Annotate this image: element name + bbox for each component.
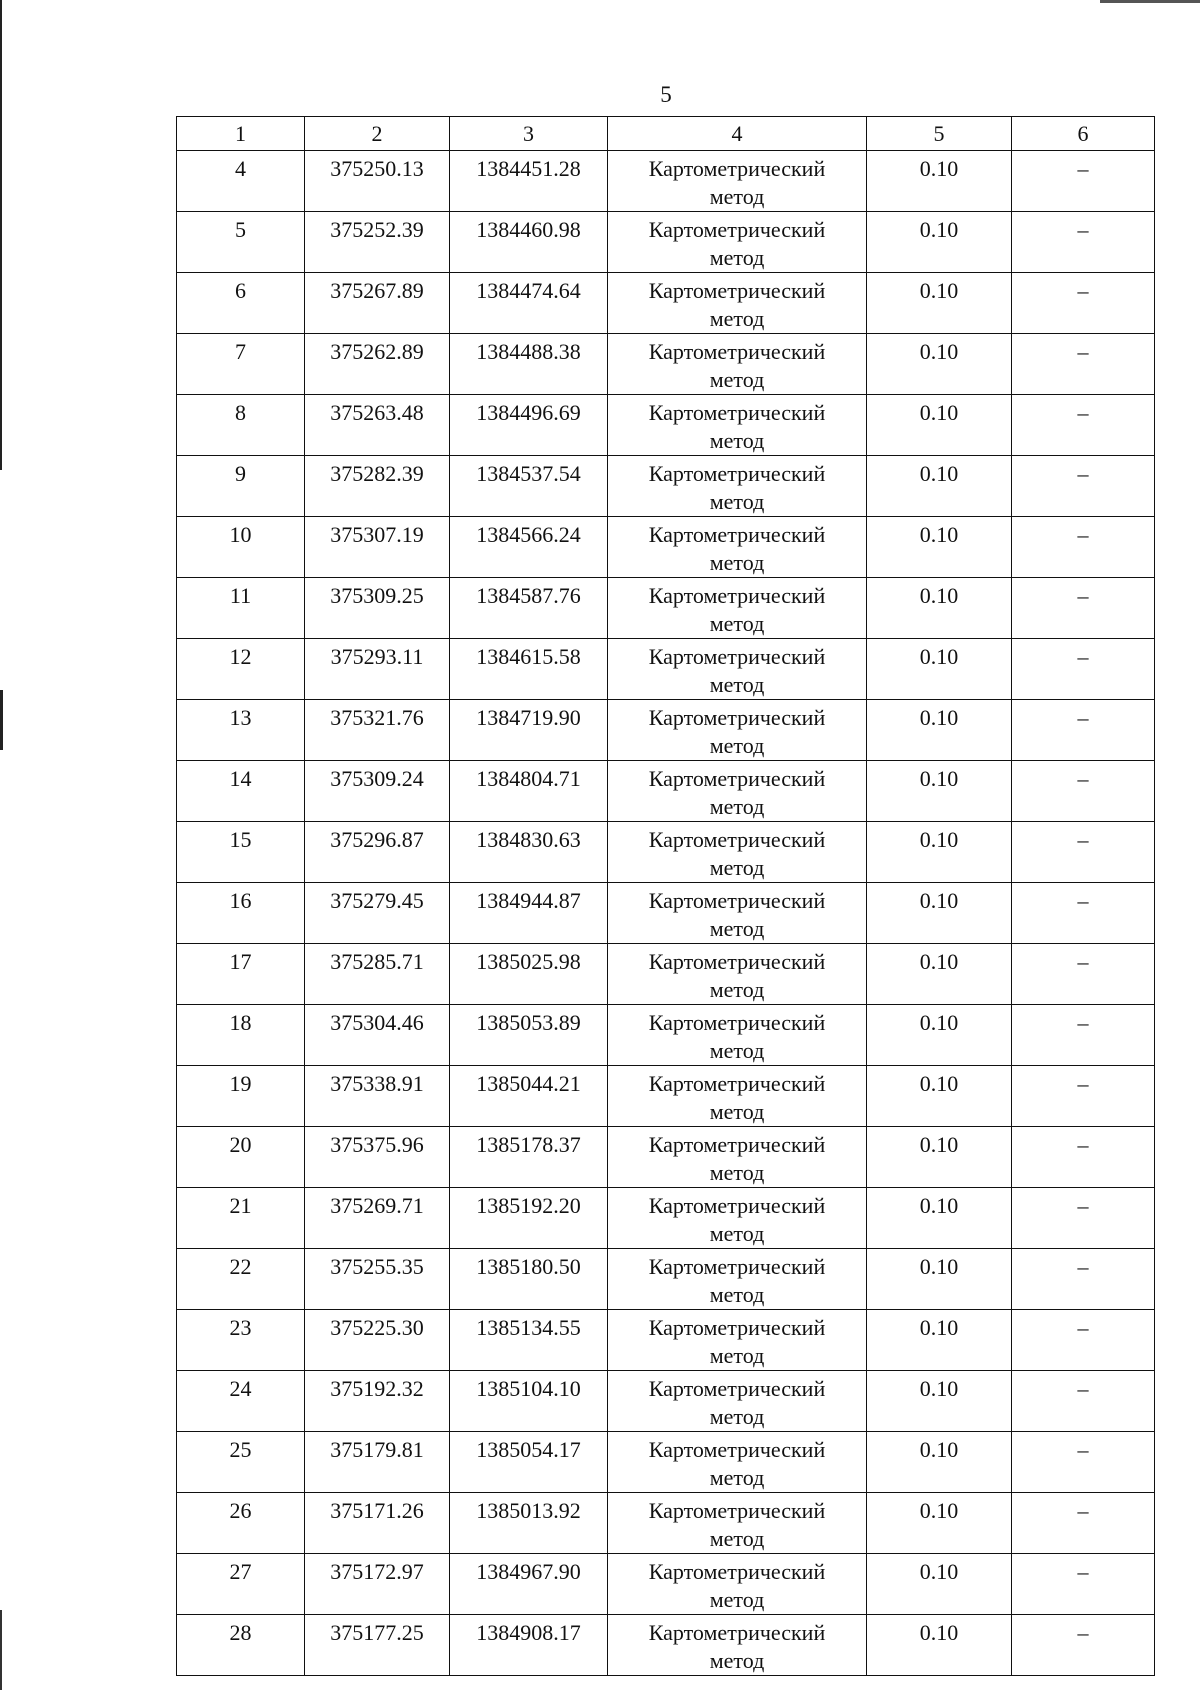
method-line-2: метод [709,428,765,453]
point-number-cell: 21 [177,1188,305,1249]
point-number-cell: 7 [177,334,305,395]
table-row [177,1432,1155,1493]
point-number-cell: 19 [177,1066,305,1127]
point-number-cell: 12 [177,639,305,700]
column-header: 1 [177,117,305,151]
method-line-1: Картометрический [648,1498,826,1523]
method-line-2: метод [709,306,765,331]
note-cell: – [1012,822,1155,883]
note-cell: – [1012,517,1155,578]
note-cell: – [1012,334,1155,395]
method-line-2: метод [709,1465,765,1490]
table-row [177,1005,1155,1066]
method-line-2: метод [709,1526,765,1551]
table-row [177,395,1155,456]
accuracy-cell: 0.10 [867,883,1012,944]
method-cell [608,1371,867,1432]
point-number-cell: 26 [177,1493,305,1554]
method-line-1: Картометрический [648,1254,826,1279]
note-cell: – [1012,1432,1155,1493]
method-cell [608,1432,867,1493]
accuracy-cell: 0.10 [867,1249,1012,1310]
method-line-2: метод [709,733,765,758]
method-cell [608,578,867,639]
method-cell [608,212,867,273]
method-line-1: Картометрический [648,1620,826,1645]
method-line-2: метод [709,1587,765,1612]
scan-edge-mark [1100,0,1200,3]
table-body [177,151,1155,1676]
y-coordinate-cell: 1385013.92 [450,1493,608,1554]
accuracy-cell: 0.10 [867,395,1012,456]
x-coordinate-cell: 375250.13 [305,151,450,212]
y-coordinate-cell: 1385180.50 [450,1249,608,1310]
point-number-cell: 18 [177,1005,305,1066]
accuracy-cell: 0.10 [867,273,1012,334]
x-coordinate-cell: 375282.39 [305,456,450,517]
method-line-1: Картометрический [648,522,826,547]
method-line-1: Картометрический [648,1132,826,1157]
method-line-1: Картометрический [648,766,826,791]
x-coordinate-cell: 375192.32 [305,1371,450,1432]
method-cell [608,1615,867,1676]
column-header: 5 [867,117,1012,151]
y-coordinate-cell: 1384537.54 [450,456,608,517]
note-cell: – [1012,1188,1155,1249]
accuracy-cell: 0.10 [867,1310,1012,1371]
point-number-cell: 27 [177,1554,305,1615]
point-number-cell: 10 [177,517,305,578]
method-line-1: Картометрический [648,217,826,242]
y-coordinate-cell: 1384719.90 [450,700,608,761]
note-cell: – [1012,883,1155,944]
y-coordinate-cell: 1385044.21 [450,1066,608,1127]
table-row [177,1371,1155,1432]
y-coordinate-cell: 1384488.38 [450,334,608,395]
point-number-cell: 9 [177,456,305,517]
point-number-cell: 25 [177,1432,305,1493]
table-row [177,700,1155,761]
point-number-cell: 15 [177,822,305,883]
accuracy-cell: 0.10 [867,334,1012,395]
method-cell [608,1066,867,1127]
method-line-2: метод [709,245,765,270]
method-line-2: метод [709,794,765,819]
method-line-1: Картометрический [648,156,826,181]
x-coordinate-cell: 375262.89 [305,334,450,395]
x-coordinate-cell: 375179.81 [305,1432,450,1493]
note-cell: – [1012,944,1155,1005]
table-row [177,334,1155,395]
x-coordinate-cell: 375267.89 [305,273,450,334]
method-line-2: метод [709,1282,765,1307]
x-coordinate-cell: 375375.96 [305,1127,450,1188]
accuracy-cell: 0.10 [867,212,1012,273]
method-cell [608,517,867,578]
note-cell: – [1012,273,1155,334]
method-line-1: Картометрический [648,827,826,852]
method-cell [608,395,867,456]
scan-edge-mark [0,690,3,750]
accuracy-cell: 0.10 [867,1127,1012,1188]
method-line-1: Картометрический [648,1315,826,1340]
x-coordinate-cell: 375309.24 [305,761,450,822]
x-coordinate-cell: 375293.11 [305,639,450,700]
accuracy-cell: 0.10 [867,1615,1012,1676]
y-coordinate-cell: 1385053.89 [450,1005,608,1066]
y-coordinate-cell: 1385104.10 [450,1371,608,1432]
x-coordinate-cell: 375225.30 [305,1310,450,1371]
column-header: 2 [305,117,450,151]
method-cell [608,1249,867,1310]
method-line-2: метод [709,916,765,941]
x-coordinate-cell: 375309.25 [305,578,450,639]
y-coordinate-cell: 1385025.98 [450,944,608,1005]
x-coordinate-cell: 375296.87 [305,822,450,883]
note-cell: – [1012,761,1155,822]
table-row [177,1249,1155,1310]
accuracy-cell: 0.10 [867,1493,1012,1554]
scan-edge-mark [0,0,2,470]
point-number-cell: 14 [177,761,305,822]
accuracy-cell: 0.10 [867,1432,1012,1493]
accuracy-cell: 0.10 [867,1005,1012,1066]
page-number: 5 [660,82,672,107]
coordinates-table [176,116,1155,1676]
method-cell [608,1554,867,1615]
note-cell: – [1012,639,1155,700]
method-cell [608,700,867,761]
table-row [177,212,1155,273]
table-row [177,944,1155,1005]
note-cell: – [1012,1249,1155,1310]
method-line-2: метод [709,1404,765,1429]
accuracy-cell: 0.10 [867,151,1012,212]
table-header [177,117,1155,151]
method-line-1: Картометрический [648,1071,826,1096]
method-line-2: метод [709,1343,765,1368]
method-cell [608,761,867,822]
method-line-2: метод [709,611,765,636]
note-cell: – [1012,1066,1155,1127]
scan-edge-mark [0,1610,2,1690]
y-coordinate-cell: 1385054.17 [450,1432,608,1493]
method-cell [608,456,867,517]
table-row [177,1310,1155,1371]
point-number-cell: 11 [177,578,305,639]
accuracy-cell: 0.10 [867,578,1012,639]
column-header: 4 [608,117,867,151]
method-line-2: метод [709,1038,765,1063]
method-line-1: Картометрический [648,278,826,303]
method-line-1: Картометрический [648,949,826,974]
point-number-cell: 5 [177,212,305,273]
x-coordinate-cell: 375252.39 [305,212,450,273]
accuracy-cell: 0.10 [867,517,1012,578]
y-coordinate-cell: 1384615.58 [450,639,608,700]
table-row [177,1066,1155,1127]
point-number-cell: 13 [177,700,305,761]
accuracy-cell: 0.10 [867,1371,1012,1432]
method-line-2: метод [709,550,765,575]
x-coordinate-cell: 375263.48 [305,395,450,456]
note-cell: – [1012,1371,1155,1432]
accuracy-cell: 0.10 [867,822,1012,883]
method-cell [608,273,867,334]
x-coordinate-cell: 375171.26 [305,1493,450,1554]
note-cell: – [1012,1554,1155,1615]
method-line-2: метод [709,489,765,514]
note-cell: – [1012,212,1155,273]
method-line-1: Картометрический [648,339,826,364]
y-coordinate-cell: 1384566.24 [450,517,608,578]
method-line-2: метод [709,977,765,1002]
table-row [177,1615,1155,1676]
table-row [177,1554,1155,1615]
accuracy-cell: 0.10 [867,1066,1012,1127]
note-cell: – [1012,151,1155,212]
note-cell: – [1012,395,1155,456]
method-line-2: метод [709,1648,765,1673]
note-cell: – [1012,1615,1155,1676]
x-coordinate-cell: 375279.45 [305,883,450,944]
method-line-2: метод [709,1099,765,1124]
method-cell [608,1127,867,1188]
point-number-cell: 24 [177,1371,305,1432]
method-cell [608,334,867,395]
note-cell: – [1012,578,1155,639]
y-coordinate-cell: 1384451.28 [450,151,608,212]
note-cell: – [1012,1493,1155,1554]
method-line-2: метод [709,184,765,209]
accuracy-cell: 0.10 [867,639,1012,700]
accuracy-cell: 0.10 [867,944,1012,1005]
method-cell [608,1188,867,1249]
note-cell: – [1012,1127,1155,1188]
method-line-1: Картометрический [648,1376,826,1401]
method-line-2: метод [709,1160,765,1185]
table-row [177,517,1155,578]
table-row [177,761,1155,822]
method-cell [608,639,867,700]
table-row [177,151,1155,212]
table-row [177,456,1155,517]
point-number-cell: 4 [177,151,305,212]
table-row [177,1188,1155,1249]
y-coordinate-cell: 1385134.55 [450,1310,608,1371]
point-number-cell: 16 [177,883,305,944]
y-coordinate-cell: 1384830.63 [450,822,608,883]
x-coordinate-cell: 375177.25 [305,1615,450,1676]
method-line-1: Картометрический [648,1437,826,1462]
method-line-1: Картометрический [648,888,826,913]
method-cell [608,1493,867,1554]
x-coordinate-cell: 375321.76 [305,700,450,761]
method-line-1: Картометрический [648,400,826,425]
method-cell [608,944,867,1005]
table-row [177,273,1155,334]
x-coordinate-cell: 375307.19 [305,517,450,578]
point-number-cell: 6 [177,273,305,334]
method-line-2: метод [709,855,765,880]
x-coordinate-cell: 375338.91 [305,1066,450,1127]
table-row [177,1127,1155,1188]
method-line-1: Картометрический [648,1559,826,1584]
table-row [177,639,1155,700]
column-header: 3 [450,117,608,151]
method-cell [608,151,867,212]
x-coordinate-cell: 375172.97 [305,1554,450,1615]
point-number-cell: 20 [177,1127,305,1188]
y-coordinate-cell: 1384460.98 [450,212,608,273]
accuracy-cell: 0.10 [867,456,1012,517]
y-coordinate-cell: 1384474.64 [450,273,608,334]
method-cell [608,1310,867,1371]
y-coordinate-cell: 1384496.69 [450,395,608,456]
accuracy-cell: 0.10 [867,700,1012,761]
method-cell [608,822,867,883]
method-line-2: метод [709,672,765,697]
method-cell [608,883,867,944]
note-cell: – [1012,1310,1155,1371]
note-cell: – [1012,456,1155,517]
y-coordinate-cell: 1384908.17 [450,1615,608,1676]
accuracy-cell: 0.10 [867,1188,1012,1249]
y-coordinate-cell: 1385178.37 [450,1127,608,1188]
point-number-cell: 8 [177,395,305,456]
point-number-cell: 22 [177,1249,305,1310]
table-row [177,578,1155,639]
method-line-1: Картометрический [648,1193,826,1218]
method-line-1: Картометрический [648,1010,826,1035]
note-cell: – [1012,700,1155,761]
method-line-1: Картометрический [648,644,826,669]
method-line-2: метод [709,1221,765,1246]
table-row [177,822,1155,883]
x-coordinate-cell: 375304.46 [305,1005,450,1066]
x-coordinate-cell: 375285.71 [305,944,450,1005]
accuracy-cell: 0.10 [867,761,1012,822]
point-number-cell: 28 [177,1615,305,1676]
accuracy-cell: 0.10 [867,1554,1012,1615]
table-row [177,1493,1155,1554]
method-line-2: метод [709,367,765,392]
y-coordinate-cell: 1384587.76 [450,578,608,639]
point-number-cell: 17 [177,944,305,1005]
method-line-1: Картометрический [648,461,826,486]
method-line-1: Картометрический [648,583,826,608]
y-coordinate-cell: 1384967.90 [450,1554,608,1615]
y-coordinate-cell: 1384944.87 [450,883,608,944]
method-cell [608,1005,867,1066]
y-coordinate-cell: 1385192.20 [450,1188,608,1249]
y-coordinate-cell: 1384804.71 [450,761,608,822]
column-header: 6 [1012,117,1155,151]
method-line-1: Картометрический [648,705,826,730]
note-cell: – [1012,1005,1155,1066]
point-number-cell: 23 [177,1310,305,1371]
x-coordinate-cell: 375255.35 [305,1249,450,1310]
x-coordinate-cell: 375269.71 [305,1188,450,1249]
table-row [177,883,1155,944]
header-row [177,117,1155,151]
